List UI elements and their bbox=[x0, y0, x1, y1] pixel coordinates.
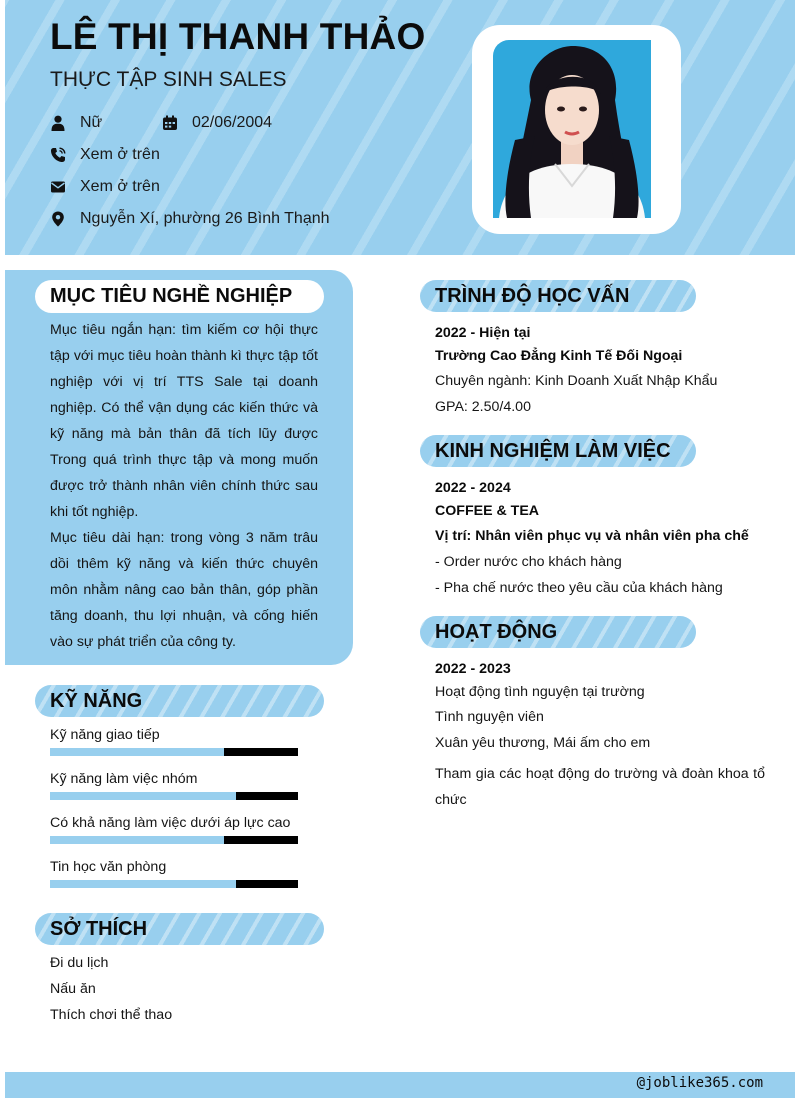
phone-icon bbox=[50, 147, 66, 163]
skill-bar bbox=[50, 880, 298, 888]
activities-heading: HOẠT ĐỘNG bbox=[435, 621, 558, 643]
experience-period: 2022 - 2024 bbox=[435, 480, 511, 496]
education-heading: TRÌNH ĐỘ HỌC VẤN bbox=[435, 285, 630, 307]
career-objective-heading: MỤC TIÊU NGHỀ NGHIỆP bbox=[50, 285, 293, 307]
address-row bbox=[50, 210, 330, 228]
header-banner bbox=[5, 0, 795, 255]
long-term-goal: Mục tiêu dài hạn: trong vòng 3 năm trâu dồi thêm kỹ năng và kiến thức chuyên môn nhằm nâng cao bản thân, góp phần tăng doanh, thu lợi nhuận, và cống hiến vào sự phát triển của công ty. bbox=[50, 530, 318, 650]
hobby-item: Thích chơi thể thao bbox=[50, 1007, 173, 1023]
hobbies-heading: SỞ THÍCH bbox=[50, 918, 148, 940]
skill-bar-fill bbox=[50, 880, 236, 888]
activity-item: Hoạt động tình nguyện tại trường bbox=[435, 684, 645, 700]
company-name: COFFEE & TEA bbox=[435, 503, 540, 519]
email-row bbox=[50, 178, 160, 196]
gender-row bbox=[50, 114, 102, 132]
skill-label: Có khả năng làm việc dưới áp lực cao bbox=[50, 815, 291, 831]
footer-watermark: @joblike365.com bbox=[636, 1075, 763, 1091]
dob-value: 02/06/2004 bbox=[192, 114, 273, 131]
hobby-item: Đi du lịch bbox=[50, 955, 109, 971]
skill-bar bbox=[50, 748, 298, 756]
location-pin-icon bbox=[50, 211, 66, 227]
gender-value: Nữ bbox=[80, 114, 103, 131]
skill-bar-fill bbox=[50, 792, 236, 800]
email-value: Xem ở trên bbox=[80, 178, 160, 195]
activity-item: Tình nguyện viên bbox=[435, 709, 544, 725]
activity-item: Xuân yêu thương, Mái ấm cho em bbox=[435, 735, 651, 751]
photo-frame bbox=[472, 25, 681, 234]
skill-label: Kỹ năng giao tiếp bbox=[50, 727, 160, 743]
activities-period: 2022 - 2023 bbox=[435, 661, 511, 677]
experience-heading: KINH NGHIỆM LÀM VIỆC bbox=[435, 440, 671, 462]
job-title: THỰC TẬP SINH SALES bbox=[50, 68, 287, 91]
address-value: Nguyễn Xí, phường 26 Bình Thạnh bbox=[80, 210, 330, 227]
phone-row bbox=[50, 146, 160, 164]
dob-row bbox=[162, 114, 272, 132]
envelope-icon bbox=[50, 179, 66, 195]
skill-bar bbox=[50, 836, 298, 844]
duty-item: - Order nước cho khách hàng bbox=[435, 554, 622, 570]
hobby-item: Nấu ăn bbox=[50, 981, 96, 997]
candidate-name: LÊ THỊ THANH THẢO bbox=[50, 16, 426, 57]
skill-label: Tin học văn phòng bbox=[50, 859, 167, 875]
skill-bar-fill bbox=[50, 748, 224, 756]
phone-value: Xem ở trên bbox=[80, 146, 160, 163]
short-term-goal: Mục tiêu ngắn hạn: tìm kiếm cơ hội thực tập với mục tiêu hoàn thành kì thực tập tốt nghiệp với vị trí TTS Sale tại doanh nghiệp. Có thể vận dụng các kiến thức và kỹ năng mà bản thân đã tích lũy được Trong quá trình thực tập và mong muốn được trở thành nhân viên chính thức sau khi tốt nghiệp. bbox=[50, 322, 318, 520]
education-period: 2022 - Hiện tại bbox=[435, 325, 531, 341]
activity-item: Tham gia các hoạt động do trường và đoàn khoa tổ chức bbox=[435, 766, 765, 808]
footer-bar bbox=[5, 1072, 795, 1098]
major: Chuyên ngành: Kinh Doanh Xuất Nhập Khẩu bbox=[435, 373, 718, 389]
person-icon bbox=[50, 115, 66, 131]
duty-item: - Pha chế nước theo yêu cầu của khách hàng bbox=[435, 580, 723, 596]
calendar-icon bbox=[162, 115, 178, 131]
profile-photo bbox=[493, 40, 651, 218]
skill-label: Kỹ năng làm việc nhóm bbox=[50, 771, 198, 787]
skill-bar-fill bbox=[50, 836, 224, 844]
skills-heading: KỸ NĂNG bbox=[50, 690, 143, 712]
gpa: GPA: 2.50/4.00 bbox=[435, 399, 531, 415]
career-objective-text bbox=[50, 317, 318, 655]
skill-bar bbox=[50, 792, 298, 800]
school-name: Trường Cao Đẳng Kinh Tế Đối Ngoại bbox=[435, 348, 683, 364]
job-position: Vị trí: Nhân viên phục vụ và nhân viên pha chế bbox=[435, 528, 749, 544]
